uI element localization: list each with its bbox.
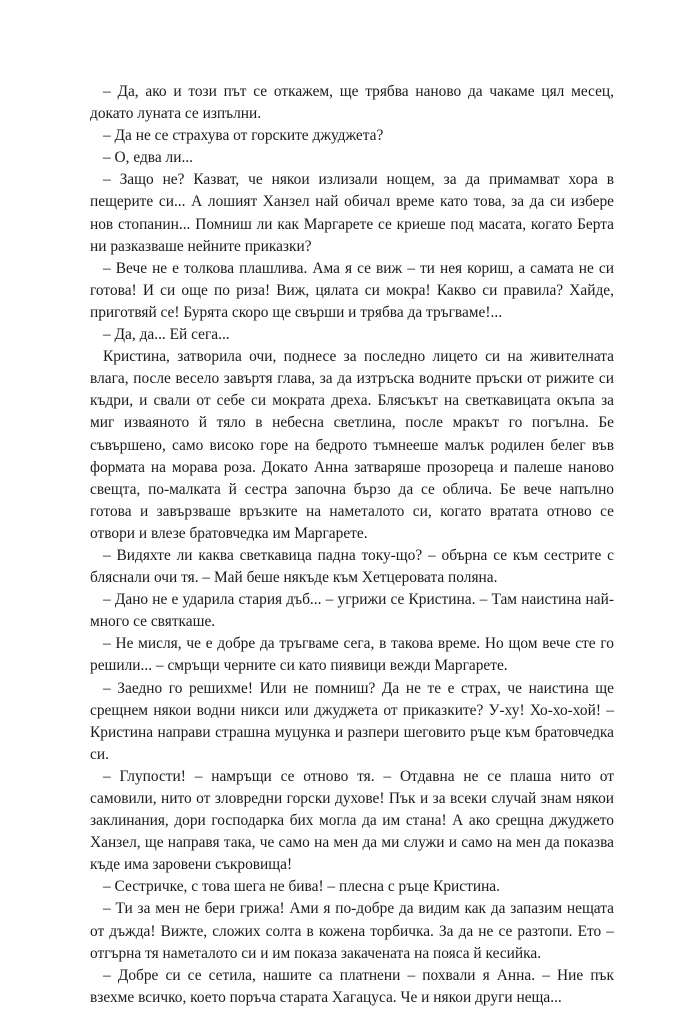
paragraph: – Не мисля, че е добре да тръгваме сега, в такова време. Но щом вече сте го решили... – смръщи черните си като пиявици вежди Маргарете. (90, 635, 614, 675)
paragraph: – Глупости! – намръщи се отново тя. – Отдавна не се плаша нито от самовили, нито от зловредни горски духове! Пък и за всеки случай знам някои заклинания, дори господарка бих могла да им стана! А ако срещна джуджето Ханзел, ще направя така, че само на мен да ми служи и само на мен да показва къде има заровени съкровища! (90, 767, 614, 874)
paragraph: – Дано не е ударила стария дъб... – угрижи се Кристина. – Там наистина най-много се святкаше. (90, 591, 614, 631)
paragraph: – Сестричке, с това шега не бива! – плесна с ръце Кристина. (103, 878, 500, 896)
paragraph: Кристина, затворила очи, поднесе за последно лицето си на живителната влага, после весело завъртя глава, за да изтръска водните пръски от рижите си къдри, и свали от себе си мократа дреха. Блясъкът на светкавицата окъпа за миг изваяното й тяло в небесна светлина, после мракът го погълна. Бе съвършено, само високо горе на бедрото тъмнееше малък родилен белег във формата на морава роза. Докато Анна затваряше прозореца и палеше наново свещта, по-малката й сестра започна бързо да се облича. Бе вече напълно готова и завързваше връзките на наметалото си, когато вратата отново се отвори и влезе братовчедка им Маргарете. (90, 348, 614, 542)
paragraph: – Да, ако и този път се откажем, ще трябва наново да чакаме цял месец, докато луната се изпълни. (90, 83, 614, 123)
paragraph: – Да не се страхува от горските джуджета? (103, 127, 384, 145)
paragraph: – Добре си се сетила, нашите са платнени – похвали я Анна. – Ние пък взехме всичко, което поръча старата Хагацуса. Че и някои други неща... (90, 966, 614, 1006)
paragraph: – Ти за мен не бери грижа! Ами я по-добре да видим как да запазим нещата от дъжда! Вижте, сложих солта в кожена торбичка. За да не се разтопи. Ето – отгърна тя наметалото си и им показа закачената на пояса й кесийка. (90, 900, 614, 962)
paragraph: – Видяхте ли каква светкавица падна току-що? – обърна се към сестрите с бляснали очи тя. – Май беше някъде към Хетцеровата поляна. (90, 546, 614, 587)
paragraph: – Да, да... Ей сега... (103, 326, 230, 344)
paragraph: – Вече не е толкова плашлива. Ама я се виж – ти нея кориш, а самата не си готова! И си още по риза! Виж, цялата си мокра! Какво си правила? Хайде, приготвяй се! Бурята скоро ще свърши и трябва да тръгваме!... (90, 259, 614, 321)
paragraph: – Заедно го решихме! Или не помниш? Да не те е страх, че наистина ще срещнем някои водни никси или джуджета от приказките? У-ху! Хо-хо-хой! – Кристина направи страшна муцунка и разпери шеговито ръце към братовчедка си. (90, 679, 614, 763)
paragraph: – Защо не? Казват, че някои излизали нощем, за да примамват хора в пещерите си... А лошият Ханзел най обичал време като това, за да си избере нов стопанин... Помниш ли как Маргарете се криеше под масата, когато Берта ни разказваше нейните приказки? (90, 171, 614, 255)
page-text (90, 81, 614, 1009)
paragraph: – О, едва ли... (103, 149, 194, 167)
